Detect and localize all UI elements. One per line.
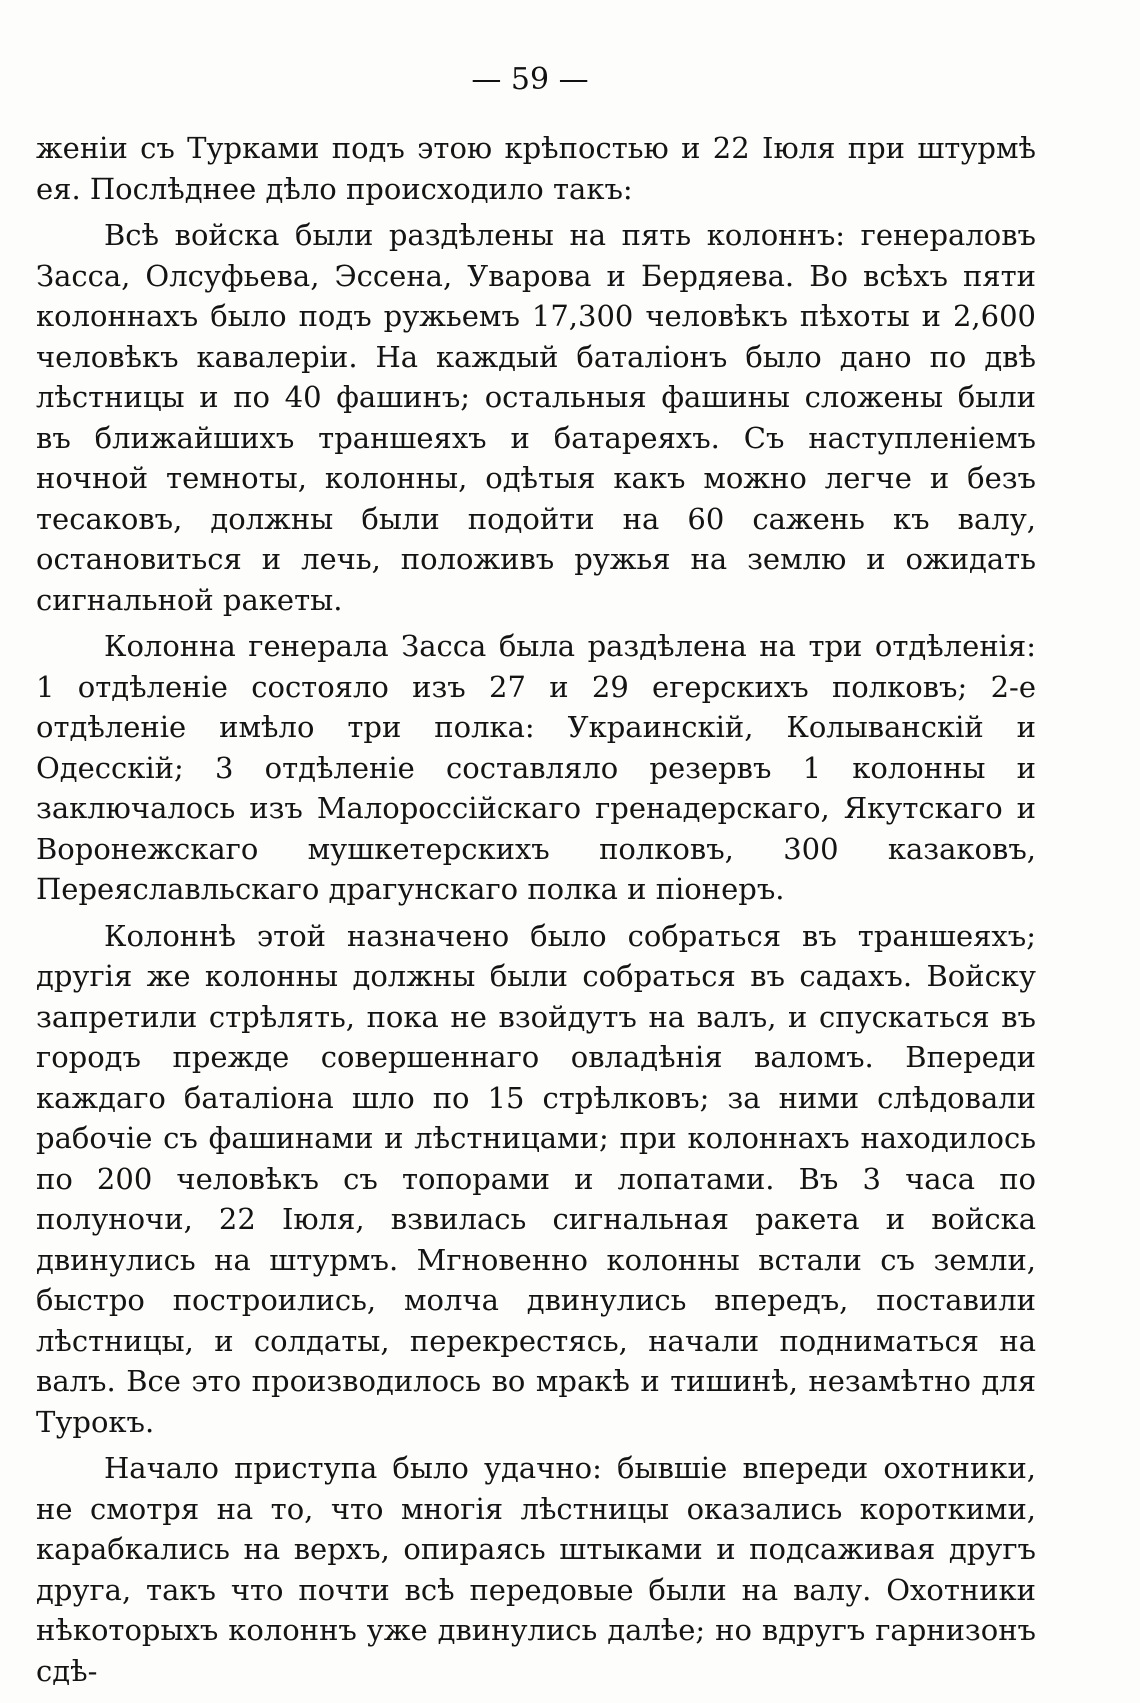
page-number: — 59 — — [471, 62, 589, 97]
paragraph-2: Всѣ войска были раздѣлены на пять колоннъ: генераловъ Засса, Олсуфьева, Эссена, Уварова и Бердяева. Во всѣхъ пяти колоннахъ было подъ ружьемъ 17,300 человѣкъ пѣхоты и 2,600 человѣкъ кавалеріи. На каждый баталіонъ было дано по двѣ лѣстницы и по 40 фашинъ; остальныя фашины сложены были въ ближайшихъ траншеяхъ и батареяхъ. Съ наступленіемъ ночной темноты, колонны, одѣтыя какъ можно легче и безъ тесаковъ, должны были подойти на 60 сажень къ валу, остановиться и лечь, положивъ ружья на землю и ожидать сигнальной ракеты. — [36, 218, 1036, 617]
paragraph-4: Колоннѣ этой назначено было собраться въ траншеяхъ; другія же колонны должны были собраться въ садахъ. Войску запретили стрѣлять, пока не взойдутъ на валъ, и спускаться въ городъ прежде совершеннаго овладѣнія валомъ. Впереди каждаго баталіона шло по 15 стрѣлковъ; за ними слѣдовали рабочіе съ фашинами и лѣстницами; при колоннахъ находилось по 200 человѣкъ съ топорами и лопатами. Въ 3 часа по полуночи, 22 Іюля, взвилась сигнальная ракета и войска двинулись на штурмъ. Мгновенно колонны встали съ земли, быстро построились, молча двинулись впередъ, поставили лѣстницы, и солдаты, перекрестясь, начали подниматься на валъ. Все это производилось во мракѣ и тишинѣ, незамѣтно для Турокъ. — [36, 918, 1036, 1439]
paragraph-5: Начало приступа было удачно: бывшіе впереди охотники, не смотря на то, что многія лѣстницы оказались короткими, карабкались на верхъ, опираясь штыками и подсаживая другъ друга, такъ что почти всѣ передовые были на валу. Охотники нѣкоторыхъ колоннъ уже двинулись далѣе; но вдругъ гарнизонъ сдѣ- — [36, 1451, 1036, 1688]
body-text — [36, 128, 1036, 1697]
paragraph-3: Колонна генерала Засса была раздѣлена на три отдѣленія: 1 отдѣленіе состояло изъ 27 и 29 егерскихъ полковъ; 2-е отдѣленіе имѣло три полка: Украинскій, Колыванскій и Одесскій; 3 отдѣленіе составляло резервъ 1 колонны и заключалось изъ Малороссійскаго гренадерскаго, Якутскаго и Воронежскаго мушкетерскихъ полковъ, 300 казаковъ, Переяславльскаго драгунскаго полка и піонеръ. — [36, 629, 1036, 906]
paragraph-1: женіи съ Турками подъ этою крѣпостью и 22 Іюля при штурмѣ ея. Послѣднее дѣло происходило такъ: — [36, 131, 1036, 206]
